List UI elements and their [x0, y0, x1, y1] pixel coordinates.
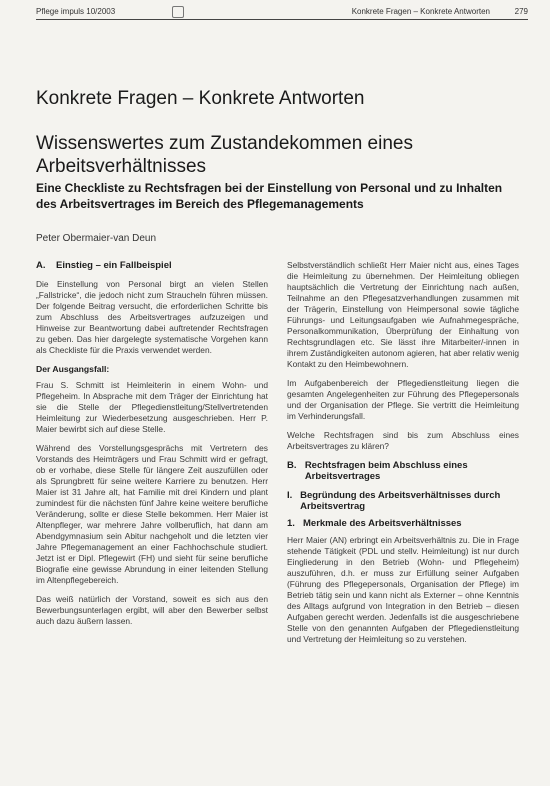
paragraph: Die Einstellung von Personal birgt an vielen Stellen „Fallstricke“, die jedoch nicht zum Straucheln führen müssen. Der folgende Beitrag versucht, die erforderlichen Schritte bis zum Abschluss des Arbeitsvertrages aufzuzeigen und Hinweise zur Beantwortung dabei auftretender Rechtsfragen zu geben. Das hier dargelegte systematische Vorgehen kann als Checkliste für die Praxis verwendet werden. — [36, 279, 268, 355]
heading-sub-1: 1. Merkmale des Arbeitsverhältnisses — [287, 518, 462, 529]
paragraph: Welche Rechtsfragen sind bis zum Abschluss eines Arbeitsvertrages zu klären? — [287, 430, 519, 451]
paragraph: Selbstverständlich schließt Herr Maier nicht aus, eines Tages die Heimleitung zu übernehmen. Der Heimleitung obliegen hauptsächlich die Vertretung der Einrichtung nach außen, Teilnahme an den Pflegesatzverhandlungen zusammen mit der Trägerin, Einstellung von Heimpersonal sowie tägliche Führungs- und Leitungsaufgaben wie Aufnahmegespräche, Personalkommunikation, Überprüfung der Einhaltung von Rechtsgrundlagen etc. Sie lässt ihre Mitarbeiter/-innen in ihrem Zuständigkeiten autonom agieren, hat aber relativ wenig Kontakt zu den Heimbewohnern. — [287, 260, 519, 369]
heading-section-b: B. Rechtsfragen beim Abschluss eines Arbeitsvertrages — [287, 460, 468, 482]
paragraph: Frau S. Schmitt ist Heimleiterin in einem Wohn- und Pflegeheim. In Absprache mit dem Träger der Einrichtung hat sie die Stelle der Pflegedienstleitung/Stellvertretenden Heimleitung zur Wiederbesetzung ausgeschrieben. Herr P. Maier bewirbt sich auf diese Stelle. — [36, 380, 268, 434]
paragraph: Das weiß natürlich der Vorstand, soweit es sich aus den Bewerbungsunterlagen ergibt, will aber den Bewerber selbst auch dazu äußern lassen. — [36, 594, 268, 626]
article-title: Wissenswertes zum Zustandekommen eines Arbeitsverhältnisses — [36, 133, 413, 177]
article-subtitle: Eine Checkliste zu Rechtsfragen bei der Einstellung von Personal und zu Inhalten des Arbeitsvertrages im Bereich des Pflegemanagements — [36, 181, 503, 211]
header-section: Konkrete Fragen – Konkrete Antworten — [351, 7, 490, 16]
paragraph: Im Aufgabenbereich der Pflegedienstleitung liegen die gesamten Angelegenheiten zur Führung des Pflegepersonals und der Organisation der Pflege. Sie vertritt die Heimleitung im Verhinderungsfall. — [287, 378, 519, 421]
paragraph: Während des Vorstellungsgesprächs mit Vertretern des Vorstands des Heimträgers und Frau Schmitt wird er gefragt, ob er vorhabe, diese Stelle für längere Zeit auszufüllen oder als Sprungbrett für seine weitere Karriere zu benutzen. Herr Maier ist 31 Jahre alt, hat Familie mit drei Kindern und plant zumindest für die nächsten fünf Jahre keine weitere berufliche Veränderung, sollte er diese Stelle bekommen. Herr Maier ist Altenpfleger, war mehrere Jahre vollberuflich, hat dann am Abendgymnasium sein Abitur nachgeholt und die letzten vier Jahre Pflegemanagement an einer Fachhochschule studiert. Jetzt ist er Dipl. Pflegewirt (FH) und sieht für seine berufliche Biografie eine gewisse Abrundung in einer leitenden Stellung im Altenpflegebereich. — [36, 443, 268, 585]
heading-sub-i: I. Begründung des Arbeitsverhältnisses durch Arbeitsvertrag — [287, 490, 501, 512]
journal-logo-icon — [172, 6, 184, 18]
heading-section-a: A. Einstieg – ein Fallbeispiel — [36, 260, 172, 271]
running-header — [36, 5, 528, 21]
paragraph: Herr Maier (AN) erbringt ein Arbeitsverhältnis zu. Die in Frage stehende Tätigkeit (PDL und stellv. Heimleitung) ist nur durch Eingliederung in den Betrieb (Wohn- und Pflegeheim) auszuführen, d.h. er muss zur Erfüllung seiner Aufgaben (Führung des Pflegepersonals, Organisation der Pflege) im Betrieb tätig sein und kann nicht als Externer – ohne Kenntnis des Alltags aufgrund von Integration in den Betrieb – diesen Aufgaben gerecht werden. Jedenfalls ist die ausgeschriebene Stelle von den genannten Aufgaben der Pflegedienstleitung und Vertretung der Heimleitung so zu verstehen. — [287, 535, 519, 644]
right-column — [287, 260, 519, 653]
journal-name: Pflege impuls 10/2003 — [36, 7, 116, 16]
section-title: Konkrete Fragen – Konkrete Antworten — [36, 88, 365, 109]
header-rule — [36, 19, 528, 20]
left-column — [36, 260, 268, 635]
page-number: 279 — [514, 7, 528, 16]
case-label: Der Ausgangsfall: — [36, 364, 110, 374]
author: Peter Obermaier-van Deun — [36, 233, 157, 244]
